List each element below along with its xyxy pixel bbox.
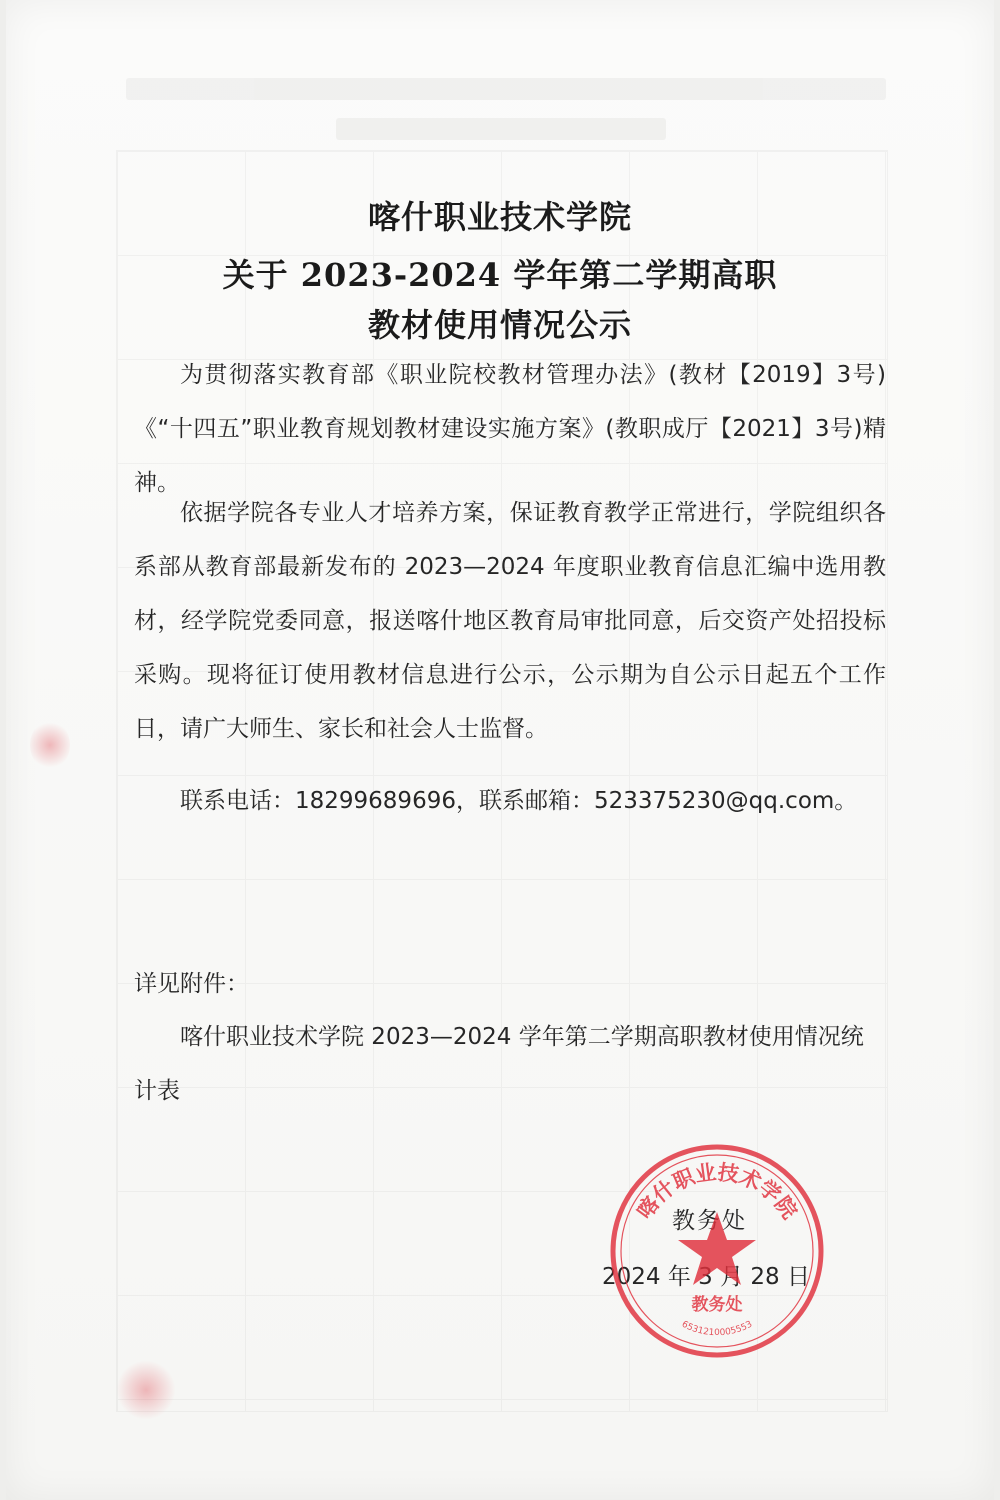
- seal-star-icon: [678, 1212, 756, 1285]
- official-seal-stamp: [606, 1140, 828, 1362]
- notice-title-line-3: 教材使用情况公示: [367, 306, 632, 344]
- red-ink-smudge: [116, 1360, 176, 1420]
- seal-center-text: 教务处: [691, 1295, 743, 1315]
- attachment-label: 详见附件：: [134, 971, 249, 997]
- body-paragraph-procedure: 依据学院各专业人才培养方案，保证教育教学正常进行，学院组织各系部从教育部最新发布的 2023—2024 年度职业教育信息汇编中选用教材，经学院党委同意，报送喀什地区教育局审批同意，后交资产处招投标采购。现将征订使用教材信息进行公示，公示期为自公示日起五个工作日，请广大师生、家长和社会人士监督。: [134, 500, 886, 742]
- contact-info: 联系电话：18299689696，联系邮箱：523375230@qq.com。: [180, 788, 858, 814]
- attachment-reference: 喀什职业技术学院 2023—2024 学年第二学期高职教材使用情况统计表: [134, 1024, 864, 1104]
- red-ink-smudge: [30, 720, 70, 770]
- notice-title-line-1: 喀什职业技术学院: [367, 198, 632, 236]
- ghost-heading-line: [126, 78, 886, 100]
- ghost-heading-line: [336, 118, 666, 140]
- seal-ring-text: 喀什职业技术学院: [632, 1160, 802, 1224]
- issuing-department: 教务处: [672, 1208, 747, 1234]
- document-page: [6, 0, 994, 1500]
- issue-date: 2024 年 3 月 28 日: [602, 1264, 810, 1290]
- seal-code-text: 6531210005553: [679, 1319, 755, 1339]
- body-paragraph-policy: 为贯彻落实教育部《职业院校教材管理办法》(教材【2019】3号)《“十四五”职业教育规划教材建设实施方案》(教职成厅【2021】3号)精神。: [134, 362, 886, 496]
- notice-title-line-2: 关于 2023-2024 学年第二学期高职: [222, 256, 778, 294]
